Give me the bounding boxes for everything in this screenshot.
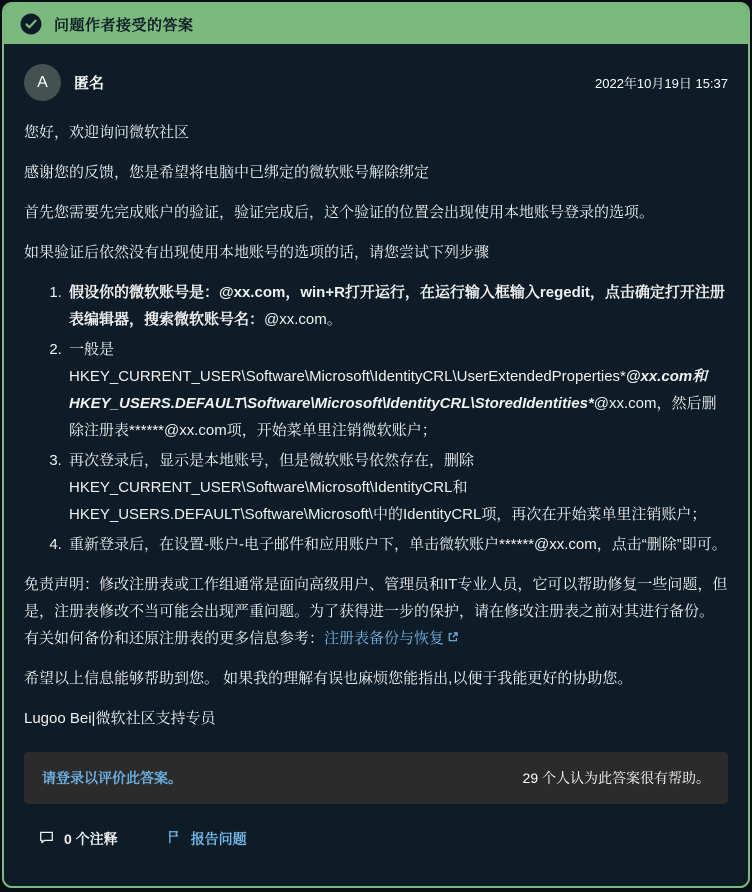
- closing-paragraph: 希望以上信息能够帮助到您。 如果我的理解有误也麻烦您能指出,以便于我能更好的协助您。: [24, 669, 633, 687]
- accepted-answer-title: 问题作者接受的答案: [54, 16, 194, 34]
- step-text-segment: @xx.com。: [264, 311, 342, 329]
- accepted-answer-card: [2, 2, 750, 888]
- step-item-2: [66, 336, 728, 445]
- comments-label[interactable]: 0 个注释: [64, 830, 118, 847]
- flag-icon: [166, 829, 182, 848]
- registry-backup-link-label[interactable]: 注册表备份与恢复: [324, 629, 445, 647]
- paragraph-greeting: 您好，欢迎询问微软社区: [24, 124, 190, 141]
- helpful-count-text: 29 个人认为此答案很有帮助。: [522, 769, 710, 786]
- paragraph-thanks: 感谢您的反馈，您是希望将电脑中已绑定的微软账号解除绑定: [24, 164, 430, 181]
- accepted-answer-header: [4, 4, 748, 44]
- step-text-segment: 再次登录后，显示是本地账号，但是微软账号依然存在，删除HKEY_CURRENT_USER\Software\Microsoft\IdentityCRL和HKEY_USERS.DEFAULT\Software\Microsoft\中的IdentityCRL项，再次在开始菜单里注销账户；: [69, 451, 707, 524]
- paragraph-verify: 首先您需要先完成账户的验证，验证完成后，这个验证的位置会出现使用本地账号登录的选项。: [24, 204, 655, 221]
- comments-button[interactable]: [38, 829, 118, 849]
- avatar: [24, 64, 61, 101]
- steps-list: [24, 279, 728, 558]
- avatar-letter: A: [37, 73, 48, 91]
- step-text-segment: 一般是HKEY_CURRENT_USER\Software\Microsoft\IdentityCRL\UserExtendedProperties*: [69, 340, 626, 385]
- answer-body: [4, 44, 748, 886]
- step-text-segment: @xx.com，然后删除注册表******@xx.com项，开始菜单里注销微软账户；: [69, 395, 717, 440]
- registry-backup-link[interactable]: [324, 630, 459, 647]
- step-item-4: [66, 531, 728, 558]
- check-circle-icon: [20, 13, 42, 35]
- rating-bar: [24, 752, 728, 804]
- step-text-segment: @xx.com和HKEY_USERS.DEFAULT\Software\Microsoft\IdentityCRL\StoredIdentities*: [69, 367, 708, 413]
- post-date: 2022年10月19日 15:37: [595, 76, 728, 91]
- external-link-icon: [447, 630, 459, 647]
- comment-bubble-icon: [38, 829, 55, 849]
- step-text-segment: 假设你的微软账号是：@xx.com，win+R打开运行，在运行输入框输入regedit，点击确定打开注册表编辑器，搜索微软账号名：: [69, 284, 725, 329]
- disclaimer-text: 免责声明：修改注册表或工作组通常是面向高级用户、管理员和IT专业人员，它可以帮助修复一些问题，但是，注册表修改不当可能会出现严重问题。为了获得进一步的保护，请在修改注册表之前对其进行备份。 有关如何备份和还原注册表的更多信息参考：: [24, 575, 728, 647]
- step-item-1: [66, 279, 728, 334]
- login-to-rate-link[interactable]: 请登录以评价此答案。: [42, 769, 182, 786]
- author-name[interactable]: 匿名: [74, 75, 105, 92]
- report-label[interactable]: 报告问题: [190, 830, 247, 847]
- report-button[interactable]: [166, 829, 247, 849]
- step-item-3: [66, 447, 728, 529]
- answer-actions: [38, 829, 728, 849]
- step-text-segment: 重新登录后，在设置-账户-电子邮件和应用账户下，单击微软账户******@xx.com，点击“删除”即可。: [69, 535, 727, 553]
- signature: Lugoo Bei|微软社区支持专员: [24, 709, 216, 727]
- paragraph-if-missing: 如果验证后依然没有出现使用本地账号的选项的话，请您尝试下列步骤: [24, 244, 490, 261]
- author-row: [24, 64, 728, 101]
- disclaimer-paragraph: [24, 571, 728, 652]
